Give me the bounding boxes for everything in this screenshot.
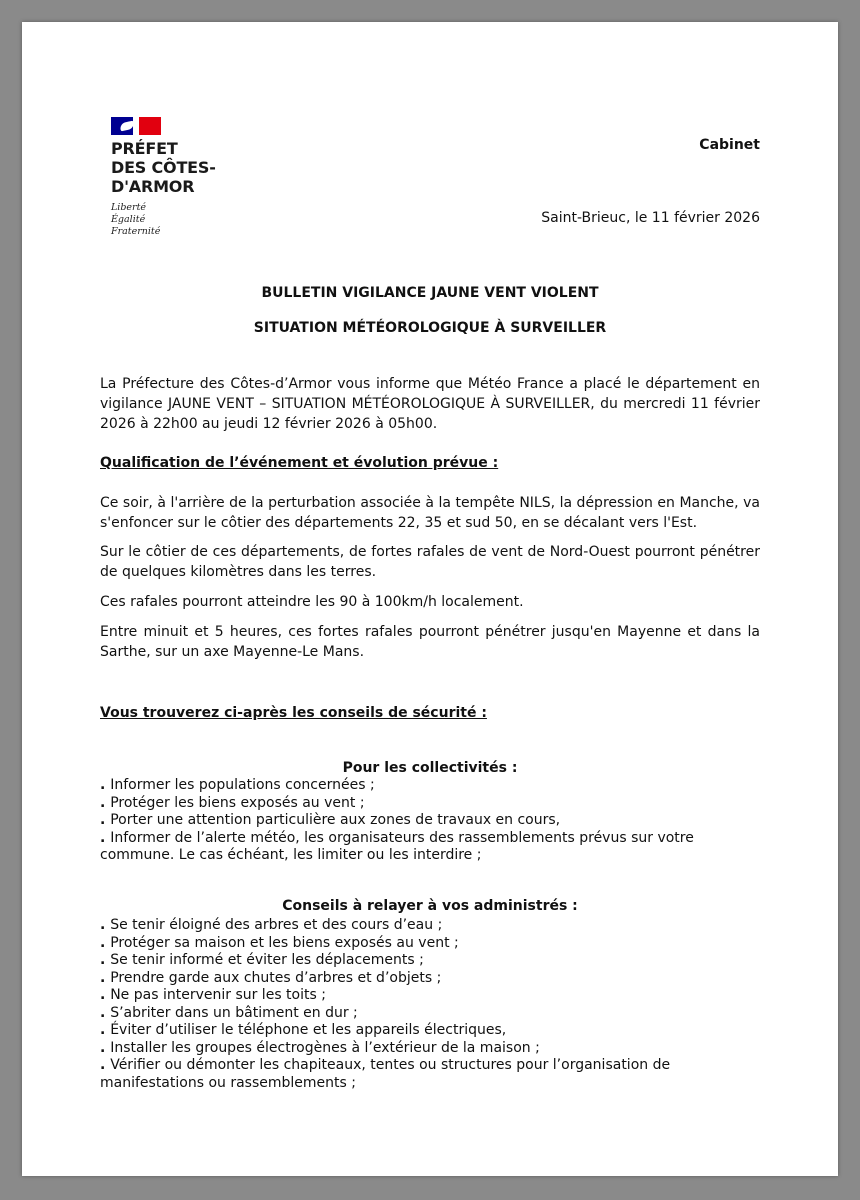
bulletin-subtitle: SITUATION MÉTÉOROLOGIQUE À SURVEILLER [253, 320, 607, 336]
qualification-paragraph: Ce soir, à l'arrière de la perturbation associée à la tempête NILS, la dépression en Manche, va s'enfoncer sur le côtier des départements 22, 35 et sud 50, en se décalant vers l'Est. [100, 495, 760, 531]
administres-list [100, 917, 760, 1092]
place-date: Saint-Brieuc, le 11 février 2026 [541, 210, 760, 226]
prefet-name-line: D'ARMOR [111, 177, 195, 196]
motto-line: Liberté [111, 202, 147, 213]
list-item: . Porter une attention particulière aux zones de travaux en cours, [100, 812, 760, 830]
motto-line: Égalité [111, 214, 146, 225]
list-item: . Installer les groupes électrogènes à l’extérieur de la maison ; [100, 1040, 760, 1058]
list-item: . Informer les populations concernées ; [100, 777, 760, 795]
collectivites-heading: Pour les collectivités : [342, 760, 518, 776]
safety-heading: Vous trouverez ci-après les conseils de sécurité : [100, 705, 487, 721]
list-item: . Se tenir informé et éviter les déplacements ; [100, 952, 760, 970]
intro-paragraph: La Préfecture des Côtes-d’Armor vous informe que Météo France a placé le département en vigilance JAUNE VENT – SITUATION MÉTÉOROLOGIQUE À SURVEILLER, du mercredi 11 février 2026 à 22h00 au jeudi 12 février 2026 à 05h00. [100, 376, 760, 432]
administres-heading: Conseils à relayer à vos administrés : [282, 898, 578, 914]
list-item: . Protéger les biens exposés au vent ; [100, 795, 760, 813]
republic-motto [111, 202, 241, 238]
list-item: . Éviter d’utiliser le téléphone et les appareils électriques, [100, 1022, 760, 1040]
list-item: . Protéger sa maison et les biens exposés au vent ; [100, 935, 760, 953]
prefet-logo [111, 117, 241, 238]
prefet-name [111, 139, 241, 196]
service-label: Cabinet [699, 137, 760, 153]
collectivites-list [100, 777, 760, 865]
qualification-paragraph: Ces rafales pourront atteindre les 90 à 100km/h localement. [100, 594, 524, 610]
list-item: . Ne pas intervenir sur les toits ; [100, 987, 760, 1005]
bulletin-title: BULLETIN VIGILANCE JAUNE VENT VIOLENT [261, 285, 599, 301]
motto-line: Fraternité [111, 226, 161, 237]
qualification-paragraph: Entre minuit et 5 heures, ces fortes rafales pourront pénétrer jusqu'en Mayenne et dans la Sarthe, sur un axe Mayenne-Le Mans. [100, 624, 760, 660]
document-page [22, 22, 838, 1176]
qualification-heading: Qualification de l’événement et évolution prévue : [100, 455, 499, 471]
list-item: . Vérifier ou démonter les chapiteaux, tentes ou structures pour l’organisation de manifestations ou rassemblements ; [100, 1057, 760, 1092]
list-item: . Se tenir éloigné des arbres et des cours d’eau ; [100, 917, 760, 935]
prefet-name-line: DES CÔTES- [111, 158, 216, 177]
list-item: . Prendre garde aux chutes d’arbres et d’objets ; [100, 970, 760, 988]
qualification-paragraph: Sur le côtier de ces départements, de fortes rafales de vent de Nord-Ouest pourront pénétrer de quelques kilomètres dans les terres. [100, 544, 760, 580]
prefet-name-line: PRÉFET [111, 139, 178, 158]
list-item: . S’abriter dans un bâtiment en dur ; [100, 1005, 760, 1023]
marianne-flag-icon [111, 117, 161, 135]
list-item: . Informer de l’alerte météo, les organisateurs des rassemblements prévus sur votre commune. Le cas échéant, les limiter ou les interdire ; [100, 830, 760, 865]
